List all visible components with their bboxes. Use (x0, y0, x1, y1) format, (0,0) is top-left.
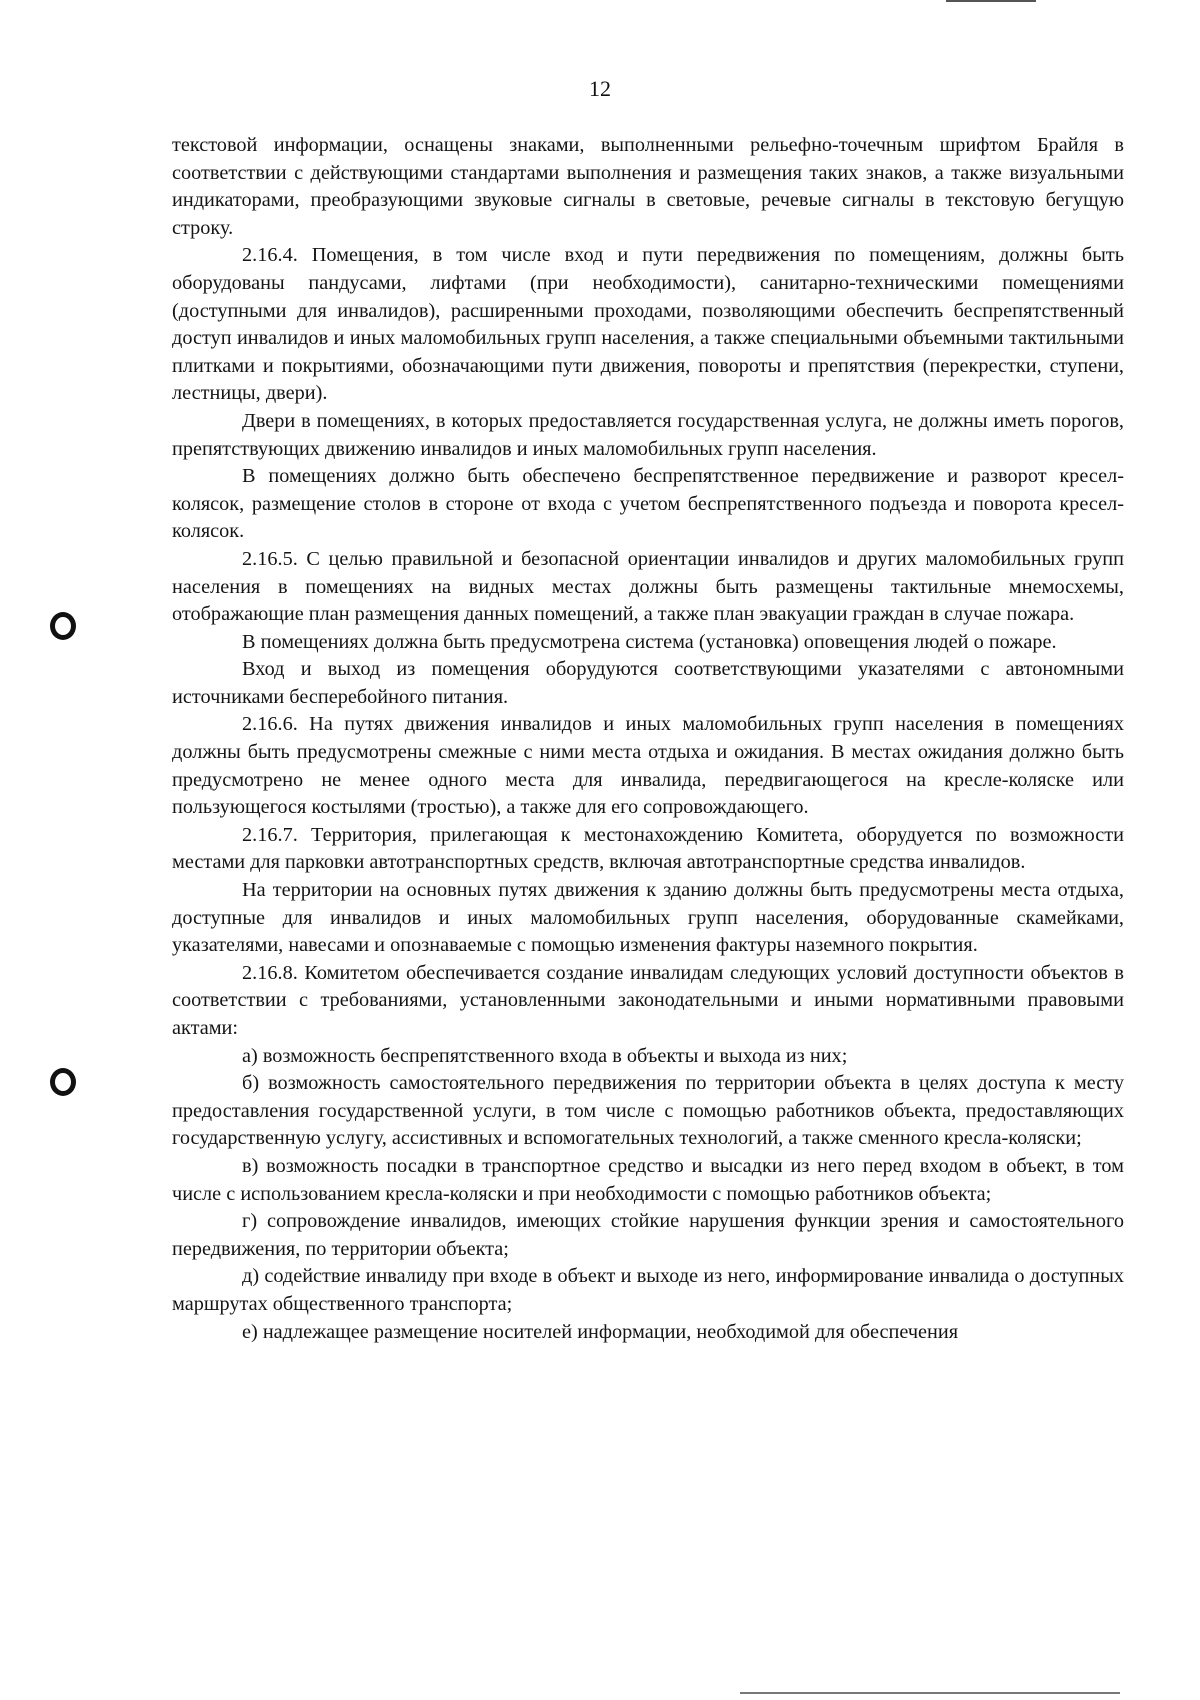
paragraph-doors: Двери в помещениях, в которых предоставляется государственная услуга, не должны иметь порогов, препятствующих движению инвалидов и иных маломобильных групп населения. (172, 409, 1124, 460)
scan-artifact-top (946, 0, 1036, 2)
paragraph-entrance-exit: Вход и выход из помещения оборудуются соответствующими указателями с автономными источниками бесперебойного питания. (172, 658, 1124, 708)
paragraph-territory-rest-places: На территории на основных путях движения к зданию должны быть предусмотрены места отдыха, доступные для инвалидов и иных маломобильных групп населения, оборудованные скамейками, указателями, навесами и опознаваемые с помощью изменения фактуры наземного покрытия. (172, 879, 1124, 957)
punch-hole-mark (50, 612, 76, 640)
list-item-v: в) возможность посадки в транспортное средство и высадки из него перед входом в объект, в том числе с использованием кресла-коляски и при необходимости с помощью работников объекта; (172, 1154, 1124, 1205)
list-item-a: а) возможность беспрепятственного входа в объекты и выхода из них; (242, 1044, 848, 1067)
paragraph-2-16-6: 2.16.6. На путях движения инвалидов и иных маломобильных групп населения в помещениях должны быть предусмотрены смежные с ними места отдыха и ожидания. В местах ожидания должно быть предусмотрено не менее одного места для инвалида, передвигающегося на кресле-коляске или пользующегося костылями (тростью), а также для его сопровождающего. (172, 713, 1124, 819)
paragraph-wheelchair-movement: В помещениях должно быть обеспечено беспрепятственное передвижение и разворот кресел-колясок, размещение столов в стороне от входа с учетом беспрепятственного подъезда и поворота кресел-колясок. (172, 465, 1124, 543)
list-item-g: г) сопровождение инвалидов, имеющих стойкие нарушения функции зрения и самостоятельного передвижения, по территории объекта; (172, 1210, 1124, 1260)
list-item-b: б) возможность самостоятельного передвижения по территории объекта в целях доступа к месту предоставления государственной услуги, в том числе с помощью работников объекта, предоставляющих государственную услугу, ассистивных и вспомогательных технологий, а также сменного кресла-коляски; (172, 1072, 1124, 1150)
punch-hole-mark (50, 1068, 76, 1096)
list-item-e: е) надлежащее размещение носителей информации, необходимой для обеспечения (242, 1320, 959, 1343)
list-item-d: д) содействие инвалиду при входе в объект и выходе из него, информирование инвалида о доступных маршрутах общественного транспорта; (172, 1265, 1124, 1315)
page-number: 12 (589, 76, 611, 101)
document-body (172, 132, 1124, 1346)
paragraph-2-16-4: 2.16.4. Помещения, в том числе вход и пути передвижения по помещениям, должны быть оборудованы пандусами, лифтами (при необходимости), санитарно-техническими помещениями (доступными для инвалидов), расширенными проходами, позволяющими обеспечить беспрепятственный доступ инвалидов и иных маломобильных групп населения, а также специальными объемными тактильными плитками и покрытиями, обозначающими пути движения, повороты и препятствия (перекрестки, ступени, лестницы, двери). (172, 244, 1124, 405)
paragraph-2-16-8: 2.16.8. Комитетом обеспечивается создание инвалидам следующих условий доступности объектов в соответствии с требованиями, установленными законодательными и иными нормативными правовыми актами: (172, 961, 1124, 1039)
paragraph-2-16-5: 2.16.5. С целью правильной и безопасной ориентации инвалидов и других маломобильных групп населения в помещениях на видных местах должны быть размещены тактильные мнемосхемы, отображающие план размещения данных помещений, а также план эвакуации граждан в случае пожара. (172, 547, 1124, 626)
paragraph-fire-alarm: В помещениях должна быть предусмотрена система (установка) оповещения людей о пожаре. (242, 630, 1057, 653)
paragraph-2-16-7: 2.16.7. Территория, прилегающая к местонахождению Комитета, оборудуется по возможности местами для парковки автотранспортных средств, включая автотранспортные средства инвалидов. (172, 823, 1124, 874)
paragraph-continuation: текстовой информации, оснащены знаками, выполненными рельефно-точечным шрифтом Брайля в соответствии с действующими стандартами выполнения и размещения таких знаков, а также визуальными индикаторами, преобразующими звуковые сигналы в световые, речевые сигналы в текстовую бегущую строку. (172, 134, 1124, 239)
scan-artifact-bottom (740, 1692, 1120, 1694)
